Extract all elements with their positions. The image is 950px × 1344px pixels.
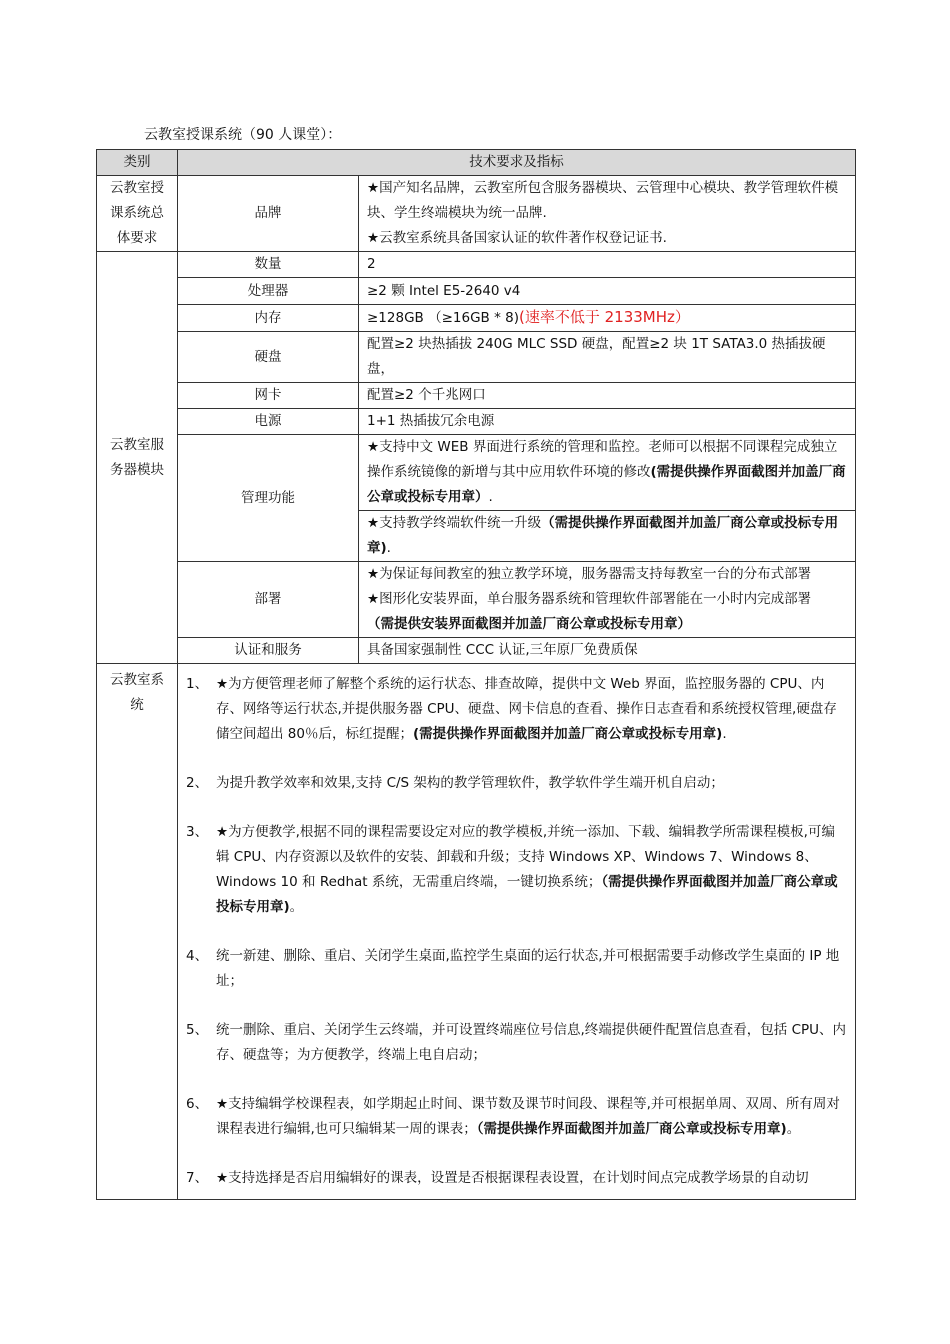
deploy-line-2: ★图形化安装界面，单台服务器系统和管理软件部署能在一小时内完成部署 xyxy=(367,591,812,607)
category-system: 云教室系统 xyxy=(97,664,178,1200)
item-body: ★支持编辑学校课程表，如学期起止时间、课节数及课节时间段、课程等,并可根据单周、双周、所有周对课程表进行编辑,也可只编辑某一周的课表； xyxy=(216,1096,840,1137)
label-nic: 网卡 xyxy=(178,383,359,409)
table-row xyxy=(97,252,856,278)
list-item xyxy=(186,944,847,994)
value-cert: 具备国家强制性 CCC 认证,三年原厂免费质保 xyxy=(359,638,856,664)
label-quantity: 数量 xyxy=(178,252,359,278)
item-body: 统一删除、重启、关闭学生云终端，并可设置终端座位号信息,终端提供硬件配置信息查看，包括 CPU、内存、硬盘等；为方便教学，终端上电自启动； xyxy=(216,1022,847,1063)
item-text xyxy=(216,1018,847,1068)
item-end: 。 xyxy=(289,899,304,915)
spec-table xyxy=(96,149,856,1200)
table-row xyxy=(97,332,856,383)
category-overall: 云教室授课系统总体要求 xyxy=(97,176,178,252)
value-management-2 xyxy=(359,511,856,562)
list-item xyxy=(186,771,847,796)
mgmt-end-2: . xyxy=(386,540,391,556)
value-brand xyxy=(359,176,856,252)
item-number: 3、 xyxy=(186,824,209,840)
deploy-stamp-note: （需提供安装界面截图并加盖厂商公章或投标专用章） xyxy=(367,616,691,632)
list-item xyxy=(186,672,847,747)
item-number: 7、 xyxy=(186,1170,209,1186)
label-deploy: 部署 xyxy=(178,562,359,638)
value-management-1 xyxy=(359,435,856,511)
label-cpu: 处理器 xyxy=(178,278,359,305)
table-row xyxy=(97,435,856,511)
memory-speed-note: (速率不低于 2133MHz） xyxy=(519,308,690,326)
item-body: 为提升教学效率和效果,支持 C/S 架构的教学管理软件，教学软件学生端开机自启动； xyxy=(216,775,724,791)
list-item xyxy=(186,1092,847,1142)
system-items xyxy=(178,664,856,1200)
brand-line-1: ★国产知名品牌，云教室所包含服务器模块、云管理中心模块、教学管理软件模块、学生终端模块为统一品牌. xyxy=(367,180,839,221)
value-nic: 配置≥2 个千兆网口 xyxy=(359,383,856,409)
value-psu: 1+1 热插拔冗余电源 xyxy=(359,409,856,435)
value-cpu: ≥2 颗 Intel E5-2640 v4 xyxy=(359,278,856,305)
table-caption: 云教室授课系统（90 人课堂）： xyxy=(144,127,342,143)
item-stamp-note: （需提供操作界面截图并加盖厂商公章或投标专用章) xyxy=(476,1121,787,1137)
value-deploy xyxy=(359,562,856,638)
label-disk: 硬盘 xyxy=(178,332,359,383)
item-text xyxy=(216,672,847,747)
label-brand: 品牌 xyxy=(178,176,359,252)
item-stamp-note: (需提供操作界面截图并加盖厂商公章或投标专用章) xyxy=(412,726,723,742)
item-stamp-note: （需提供操作界面截图并加盖厂商公章或投标专用章) xyxy=(216,874,838,915)
header-category: 类别 xyxy=(97,150,178,176)
item-number: 5、 xyxy=(186,1022,209,1038)
table-row xyxy=(97,383,856,409)
mgmt-text-2: ★支持教学终端软件统一升级 xyxy=(367,515,542,531)
label-psu: 电源 xyxy=(178,409,359,435)
item-end: 。 xyxy=(786,1121,801,1137)
table-row xyxy=(97,409,856,435)
list-item xyxy=(186,820,847,920)
mgmt-text-1: ★支持中文 WEB 界面进行系统的管理和监控。老师可以根据不同课程完成独立操作系统镜像的新增与其中应用软件环境的修改 xyxy=(367,439,838,480)
table-row xyxy=(97,638,856,664)
item-end: . xyxy=(722,726,727,742)
table-header-row xyxy=(97,150,856,176)
brand-line-2: ★云教室系统具备国家认证的软件著作权登记证书. xyxy=(367,230,667,246)
mgmt-end-1: . xyxy=(488,489,493,505)
item-number: 4、 xyxy=(186,948,209,964)
value-memory xyxy=(359,305,856,332)
label-memory: 内存 xyxy=(178,305,359,332)
item-text xyxy=(216,820,847,920)
header-requirements: 技术要求及指标 xyxy=(178,150,856,176)
item-text xyxy=(216,944,847,994)
memory-spec: ≥128GB （≥16GB * 8) xyxy=(367,310,519,326)
category-server: 云教室服务器模块 xyxy=(97,252,178,664)
item-body: ★为方便教学,根据不同的课程需要设定对应的教学模板,并统一添加、下载、编辑教学所需课程模板,可编辑 CPU、内存资源以及软件的安装、卸载和升级；支持 Windows XP、Windows 7、Windows 8、Windows 10 和 Redhat 系统，无需重启终端，一键切换系统； xyxy=(216,824,835,890)
table-row xyxy=(97,176,856,252)
mgmt-stamp-note-2: （需提供操作界面截图并加盖厂商公章或投标专用章) xyxy=(367,515,839,556)
mgmt-stamp-note-1: (需提供操作界面截图并加盖厂商公章或投标专用章） xyxy=(367,464,846,505)
label-cert: 认证和服务 xyxy=(178,638,359,664)
value-quantity: 2 xyxy=(359,252,856,278)
table-row xyxy=(97,278,856,305)
item-number: 6、 xyxy=(186,1096,209,1112)
table-row xyxy=(97,664,856,1200)
item-text xyxy=(216,1166,847,1191)
label-management: 管理功能 xyxy=(178,435,359,562)
item-text xyxy=(216,1092,847,1142)
table-row xyxy=(97,562,856,638)
item-number: 1、 xyxy=(186,676,209,692)
value-disk: 配置≥2 块热插拔 240G MLC SSD 硬盘，配置≥2 块 1T SATA3.0 热插拔硬盘， xyxy=(359,332,856,383)
table-row xyxy=(97,305,856,332)
item-number: 2、 xyxy=(186,775,209,791)
item-body: ★支持选择是否启用编辑好的课表，设置是否根据课程表设置，在计划时间点完成教学场景的自动切 xyxy=(216,1170,809,1186)
item-text xyxy=(216,771,847,796)
item-body: ★为方便管理老师了解整个系统的运行状态、排查故障，提供中文 Web 界面，监控服务器的 CPU、内存、网络等运行状态,并提供服务器 CPU、硬盘、网卡信息的查看、操作日志查看和系统授权管理,硬盘存储空间超出 80％后，标红提醒； xyxy=(216,676,837,742)
deploy-line-1: ★为保证每间教室的独立教学环境，服务器需支持每教室一台的分布式部署 xyxy=(367,566,812,582)
list-item xyxy=(186,1018,847,1068)
list-item xyxy=(186,1166,847,1191)
item-body: 统一新建、删除、重启、关闭学生桌面,监控学生桌面的运行状态,并可根据需要手动修改学生桌面的 IP 地址； xyxy=(216,948,840,989)
